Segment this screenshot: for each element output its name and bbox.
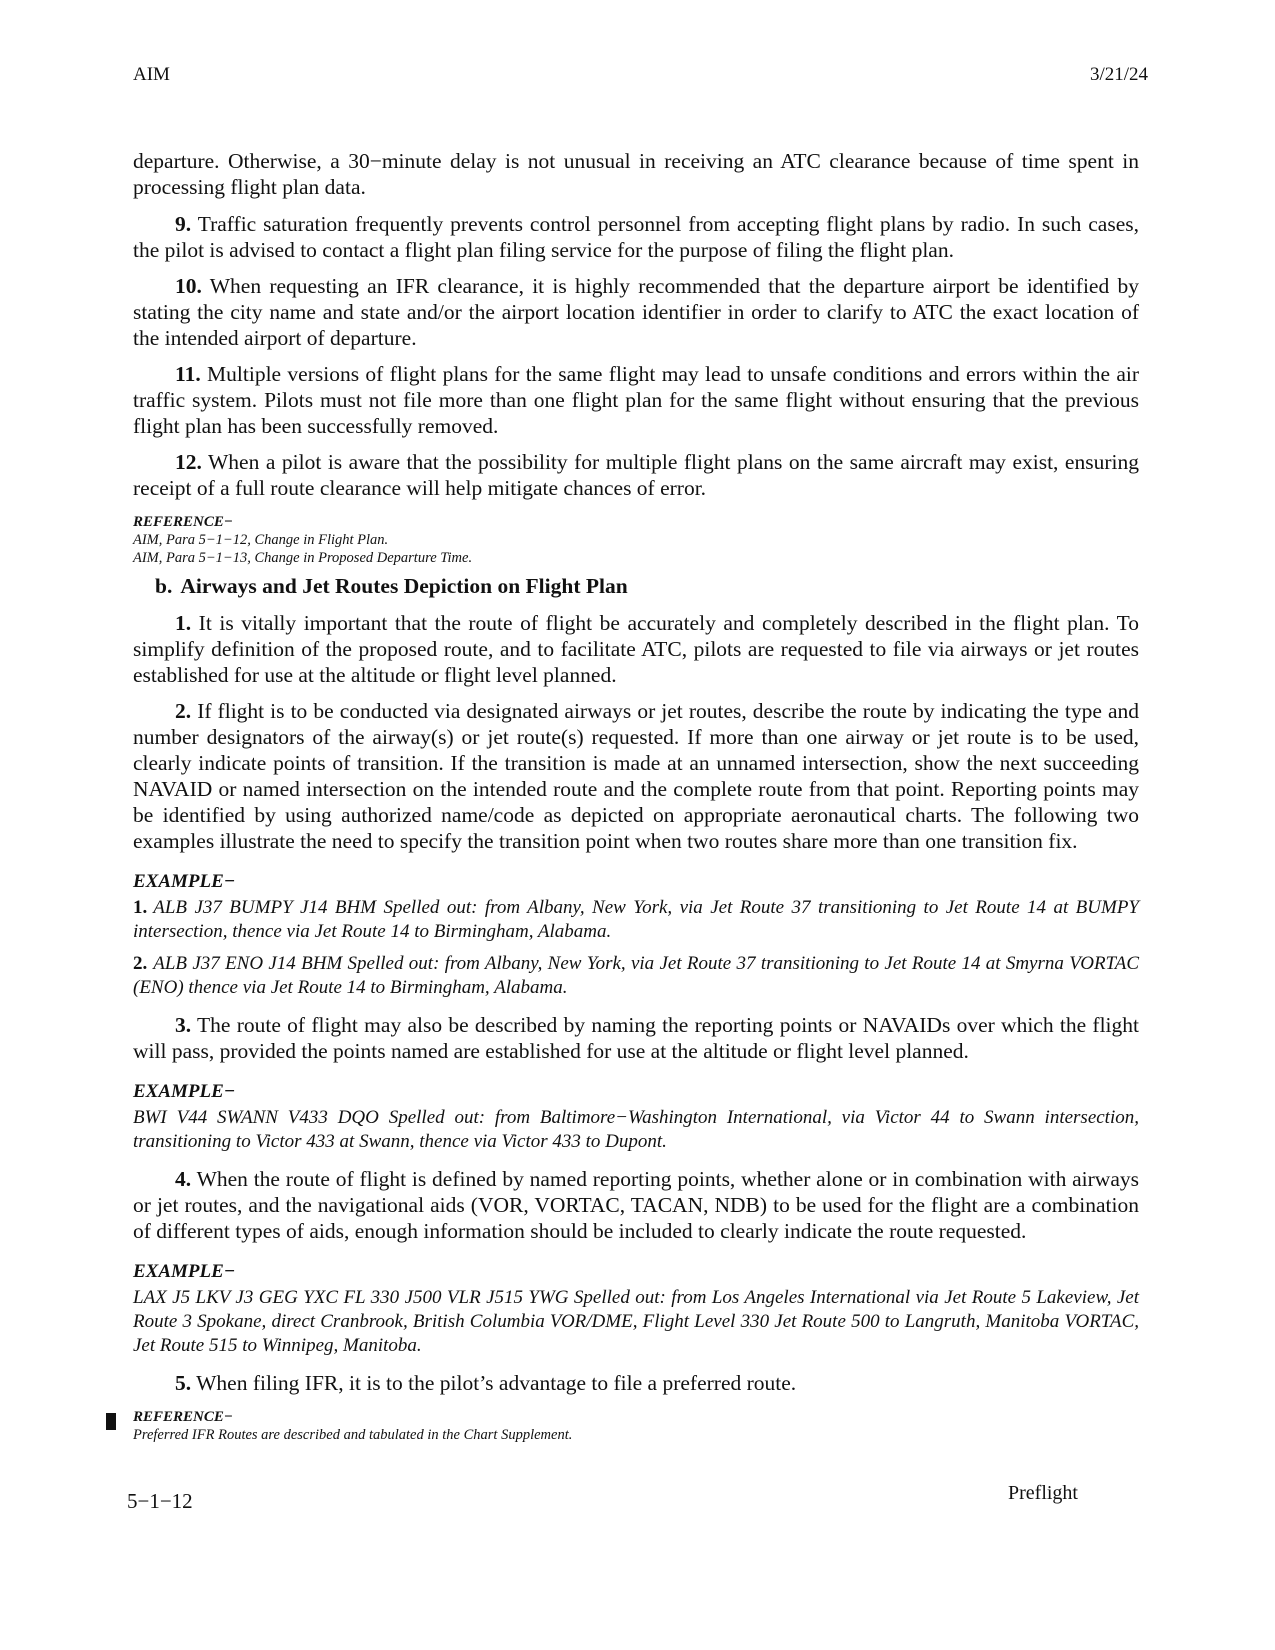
item-text: The route of flight may also be described by naming the reporting points or NAVAIDs over which the flight will pass, provided the points named are established for use at the altitude or flight level planned.: [133, 1013, 1139, 1063]
item-number: 1.: [175, 611, 192, 635]
example-title: EXAMPLE−: [133, 1261, 236, 1282]
example-entry: [133, 896, 1139, 944]
section-heading: [155, 573, 1139, 599]
item-number: 4.: [175, 1167, 192, 1191]
chapter-name: Preflight: [1008, 1482, 1078, 1504]
item-text: When filing IFR, it is to the pilot’s advantage to file a preferred route.: [196, 1371, 797, 1395]
paragraph-item-10: [133, 273, 1139, 351]
reference-block: [133, 1408, 1139, 1444]
paragraph-item-9: [133, 211, 1139, 263]
page-number: 5−1−12: [127, 1489, 193, 1513]
item-text: When a pilot is aware that the possibility for multiple flight plans on the same aircraft may exist, ensuring receipt of a full route clearance will help mitigate chances of error.: [133, 450, 1139, 500]
example-title: EXAMPLE−: [133, 1081, 236, 1102]
example-text: ALB J37 ENO J14 BHM Spelled out: from Albany, New York, via Jet Route 37 transitioning to Jet Route 14 at Smyrna VORTAC (ENO) thence via Jet Route 14 to Birmingham, Alabama.: [133, 953, 1139, 998]
example-entry: LAX J5 LKV J3 GEG YXC FL 330 J500 VLR J515 YWG Spelled out: from Los Angeles International via Jet Route 5 Lakeview, Jet Route 3 Spokane, direct Cranbrook, British Columbia VOR/DME, Flight Level 330 Jet Route 500 to Langruth, Manitoba VORTAC, Jet Route 515 to Winnipeg, Manitoba.: [133, 1287, 1139, 1356]
change-bar-marker: [106, 1413, 116, 1430]
item-text: Multiple versions of flight plans for the same flight may lead to unsafe conditions and errors within the air traffic system. Pilots must not file more than one flight plan for the same flight without ensuring that the previous flight plan has been successfully removed.: [133, 362, 1139, 438]
example-entry: [133, 952, 1139, 1000]
item-number: 9.: [175, 212, 192, 236]
paragraph-item-b4: [133, 1166, 1139, 1244]
running-header-date: 3/21/24: [1089, 64, 1148, 85]
reference-line: AIM, Para 5−1−12, Change in Flight Plan.: [133, 532, 389, 548]
section-letter: b.: [155, 574, 173, 598]
reference-title: REFERENCE−: [133, 1409, 233, 1425]
paragraph-item-b2: [133, 698, 1139, 854]
example-entry: BWI V44 SWANN V433 DQO Spelled out: from Baltimore−Washington International, via Victor 44 to Swann intersection, transitioning to Victor 433 at Swann, thence via Victor 433 to Dupont.: [133, 1107, 1139, 1152]
reference-line: AIM, Para 5−1−13, Change in Proposed Departure Time.: [133, 550, 473, 566]
item-text: It is vitally important that the route of flight be accurately and completely described in the flight plan. To simplify definition of the proposed route, and to facilitate ATC, pilots are requested to file via airways or jet routes established for use at the altitude or flight level planned.: [133, 611, 1140, 687]
example-text: ALB J37 BUMPY J14 BHM Spelled out: from Albany, New York, via Jet Route 37 transitioning to Jet Route 14 at BUMPY intersection, thence via Jet Route 14 to Birmingham, Alabama.: [133, 897, 1139, 942]
item-number: 3.: [175, 1013, 192, 1037]
paragraph-item-11: [133, 361, 1139, 439]
paragraph-item-b1: [133, 610, 1139, 688]
section-title: Airways and Jet Routes Depiction on Flight Plan: [180, 574, 628, 598]
item-number: 12.: [175, 450, 202, 474]
paragraph-item-12: [133, 449, 1139, 501]
continued-paragraph: departure. Otherwise, a 30−minute delay is not unusual in receiving an ATC clearance because of time spent in processing flight plan data.: [133, 149, 1139, 199]
running-header-left: AIM: [133, 64, 170, 85]
example-number: 2.: [133, 953, 148, 974]
item-text: If flight is to be conducted via designated airways or jet routes, describe the route by indicating the type and number designators of the airway(s) or jet route(s) requested. If more than one airway or jet route is to be used, clearly indicate points of transition. If the transition is made at an unnamed intersection, show the next succeeding NAVAID or named intersection on the intended route and the complete route from that point. Reporting points may be identified by using authorized name/code as depicted on appropriate aeronautical charts. The following two examples illustrate the need to specify the transition point when two routes share more than one transition fix.: [133, 699, 1140, 853]
reference-block: [133, 513, 1139, 567]
item-text: When the route of flight is defined by named reporting points, whether alone or in combination with airways or jet routes, and the navigational aids (VOR, VORTAC, TACAN, NDB) to be used for the flight are a combination of different types of aids, enough information should be included to clearly indicate the route requested.: [133, 1167, 1139, 1243]
reference-line: Preferred IFR Routes are described and tabulated in the Chart Supplement.: [133, 1427, 573, 1443]
item-text: When requesting an IFR clearance, it is highly recommended that the departure airport be identified by stating the city name and state and/or the airport location identifier in order to clarify to ATC the exact location of the intended airport of departure.: [133, 274, 1139, 350]
paragraph-item-b5: [133, 1370, 1139, 1396]
item-number: 10.: [175, 274, 202, 298]
page-body: [133, 148, 1139, 1450]
item-number: 11.: [175, 362, 201, 386]
reference-title: REFERENCE−: [133, 514, 233, 530]
example-number: 1.: [133, 897, 148, 918]
example-title: EXAMPLE−: [133, 871, 236, 892]
paragraph-item-b3: [133, 1012, 1139, 1064]
item-number: 2.: [175, 699, 192, 723]
item-number: 5.: [175, 1371, 192, 1395]
item-text: Traffic saturation frequently prevents control personnel from accepting flight plans by radio. In such cases, the pilot is advised to contact a flight plan filing service for the purpose of filing the flight plan.: [133, 212, 1139, 262]
